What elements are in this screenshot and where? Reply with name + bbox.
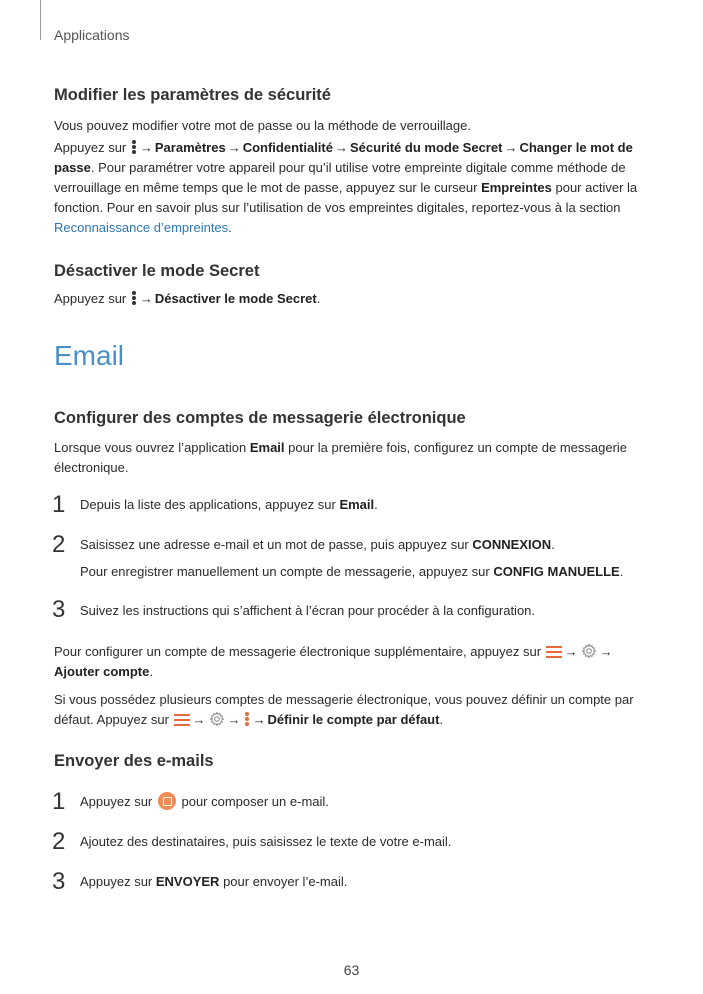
step-text: Suivez les instructions qui s’affichent à l’écran pour procéder à la configuration. — [80, 603, 536, 618]
section-title-disable-secret: Désactiver le mode Secret — [54, 262, 260, 280]
step-number: 2 — [52, 828, 66, 855]
add-account-instructions: Pour configurer un compte de messagerie électronique supplémentaire, appuyez sur → → Ajouter compte. — [54, 644, 613, 679]
margin-rule — [40, 0, 41, 40]
step-number: 3 — [52, 868, 66, 895]
step-subtext: Pour enregistrer manuellement un compte de messagerie, appuyez sur CONFIG MANUELLE. — [80, 564, 624, 579]
step-text: Appuyez sur ENVOYER pour envoyer l’e-mail. — [80, 874, 348, 889]
step-number: 2 — [52, 531, 66, 558]
menu-icon — [174, 714, 190, 725]
step-text: Saisissez une adresse e-mail et un mot de passe, puis appuyez sur CONNEXION. — [80, 537, 555, 552]
more-options-icon — [131, 290, 137, 306]
section-title-configure-accounts: Configurer des comptes de messagerie électronique — [54, 409, 466, 427]
step-number: 3 — [52, 596, 66, 623]
menu-icon — [546, 646, 562, 657]
more-options-icon — [131, 139, 137, 155]
fingerprint-section-link[interactable]: Reconnaissance d’empreintes — [54, 220, 229, 235]
security-intro: Vous pouvez modifier votre mot de passe ou la méthode de verrouillage. — [54, 118, 471, 133]
chapter-title-email: Email — [54, 340, 125, 371]
step-number: 1 — [52, 491, 66, 518]
more-options-icon — [244, 711, 250, 727]
section-title-send-emails: Envoyer des e-mails — [54, 752, 214, 770]
section-title-security: Modifier les paramètres de sécurité — [54, 86, 331, 104]
configure-intro: Lorsque vous ouvrez l’application Email pour la première fois, configurez un compte de messagerie électronique. — [54, 440, 628, 475]
security-instructions: Appuyez sur → Paramètres → Confidentialité → Sécurité du mode Secret → Changer le mot de passe. Pour paramétrer votre appareil pour qu’il utilise votre empreinte digitale comme méthode de verrouillage en même temps que le mot de passe, appuyez sur le curseur Empreintes pour activer la fonction. Pour en savoir plus sur l’utilisation de vos empreintes digitales, reportez-vous à la section Reconnaissance d’empreintes. — [54, 140, 638, 235]
disable-secret-instructions: Appuyez sur → Désactiver le mode Secret. — [54, 291, 321, 306]
running-header: Applications — [54, 27, 130, 43]
gear-icon — [209, 711, 225, 727]
default-account-instructions: Si vous possédez plusieurs comptes de messagerie électronique, vous pouvez définir un compte par défaut. Appuyez sur → → → Définir le compte par défaut. — [54, 692, 634, 727]
compose-icon — [158, 792, 176, 810]
step-text: Depuis la liste des applications, appuyez sur Email. — [80, 497, 378, 512]
step-text: Appuyez sur pour composer un e-mail. — [80, 794, 329, 809]
gear-icon — [581, 643, 597, 659]
step-number: 1 — [52, 788, 66, 815]
step-text: Ajoutez des destinataires, puis saisissez le texte de votre e-mail. — [80, 834, 452, 849]
page-number: 63 — [343, 962, 360, 978]
